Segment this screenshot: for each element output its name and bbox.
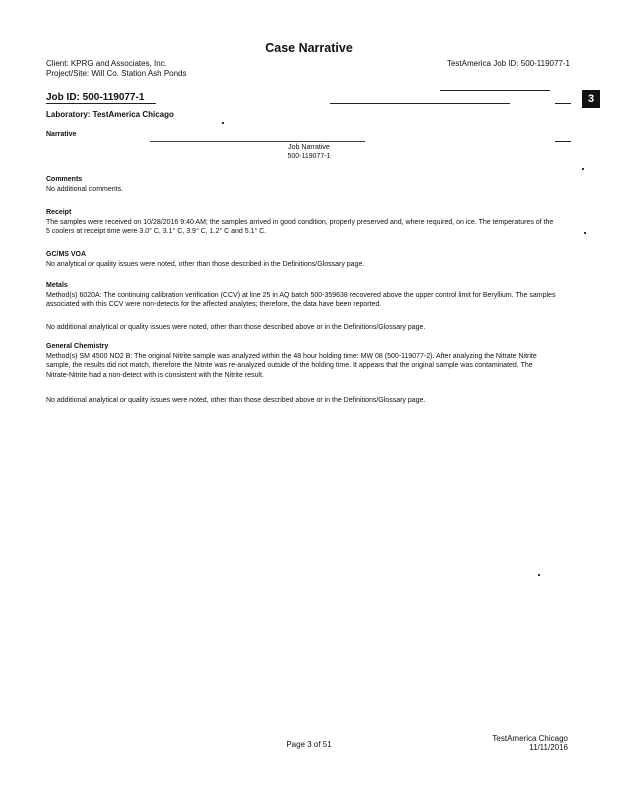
section-tab-badge: 3 bbox=[582, 90, 600, 108]
section-general-chemistry bbox=[46, 342, 556, 380]
section-metals bbox=[46, 281, 556, 310]
scan-speck bbox=[538, 574, 540, 576]
section-general-chemistry-note bbox=[46, 396, 556, 406]
narrative-rule bbox=[150, 141, 365, 142]
section-paragraph: No additional analytical or quality issues were noted, other than those described above or in the Definitions/Glossary page. bbox=[46, 324, 426, 331]
section-receipt bbox=[46, 208, 556, 237]
footer-lab-name: TestAmerica Chicago bbox=[492, 734, 568, 743]
section-heading: Comments bbox=[46, 176, 83, 183]
job-id-heading: Job ID: 500-119077-1 bbox=[46, 92, 145, 103]
job-narrative-title: Job Narrative bbox=[288, 144, 330, 151]
job-id-rule bbox=[46, 103, 156, 104]
section-comments bbox=[46, 175, 556, 194]
job-id-rule-tab bbox=[555, 103, 571, 104]
project-site: Project/Site: Will Co. Station Ash Ponds bbox=[46, 69, 187, 78]
section-heading: Receipt bbox=[46, 209, 72, 216]
header-rule-short bbox=[440, 90, 550, 91]
section-heading: General Chemistry bbox=[46, 343, 109, 350]
page-title: Case Narrative bbox=[265, 41, 353, 55]
page-number: Page 3 of 51 bbox=[286, 740, 332, 749]
section-heading: GC/MS VOA bbox=[46, 251, 87, 258]
narrative-label: Narrative bbox=[46, 131, 77, 138]
section-paragraph: No additional comments. bbox=[46, 185, 124, 193]
section-paragraph: Method(s) SM 4500 NO2 B: The original Nitrite sample was analyzed within the 48 hour holding time: MW 08 (500-119077-2). After analyzing the Nitrate Nitrite sample, the results did not match, therefore the Nitrite was re-analyzed outside of the holding time. It appears that the original sample was contaminated. The Nitrate-Nitrite had a non-detect with is consistent with the Nitrite result. bbox=[46, 352, 537, 379]
job-id-rule-right bbox=[330, 103, 510, 104]
footer-lab-block bbox=[492, 734, 568, 752]
section-paragraph: No additional analytical or quality issues were noted, other than those described above or in the Definitions/Glossary page. bbox=[46, 397, 426, 404]
section-heading: Metals bbox=[46, 282, 68, 289]
section-metals-note bbox=[46, 323, 556, 333]
job-reference: TestAmerica Job ID: 500-119077-1 bbox=[446, 59, 570, 68]
laboratory-line: Laboratory: TestAmerica Chicago bbox=[46, 110, 174, 119]
footer-date: 11/11/2016 bbox=[529, 743, 568, 752]
scan-speck bbox=[584, 232, 586, 234]
section-gcms-voa bbox=[46, 250, 556, 269]
section-paragraph: The samples were received on 10/28/2016 9:40 AM; the samples arrived in good condition, properly preserved and, where required, on ice. The temperatures of the 5 coolers at receipt time were 3.0° C, 3.1° C, 3.9° C, 1.2° C and 5.1° C. bbox=[46, 218, 554, 235]
section-paragraph: No analytical or quality issues were noted, other than those described in the Definitions/Glossary page. bbox=[46, 260, 365, 268]
narrative-rule-right bbox=[555, 141, 571, 142]
section-paragraph: Method(s) 6020A: The continuing calibration verification (CCV) at line 25 in AQ batch 500-359638 recovered above the upper control limit for Beryllium. The samples associated with this CCV were non-detects for the affected analytes; therefore, the data have been reported. bbox=[46, 291, 556, 308]
job-narrative-id: 500-119077-1 bbox=[287, 153, 331, 160]
scan-speck bbox=[582, 168, 584, 170]
scan-speck bbox=[222, 122, 224, 124]
client-name: Client: KPRG and Associates, Inc. bbox=[46, 59, 167, 68]
